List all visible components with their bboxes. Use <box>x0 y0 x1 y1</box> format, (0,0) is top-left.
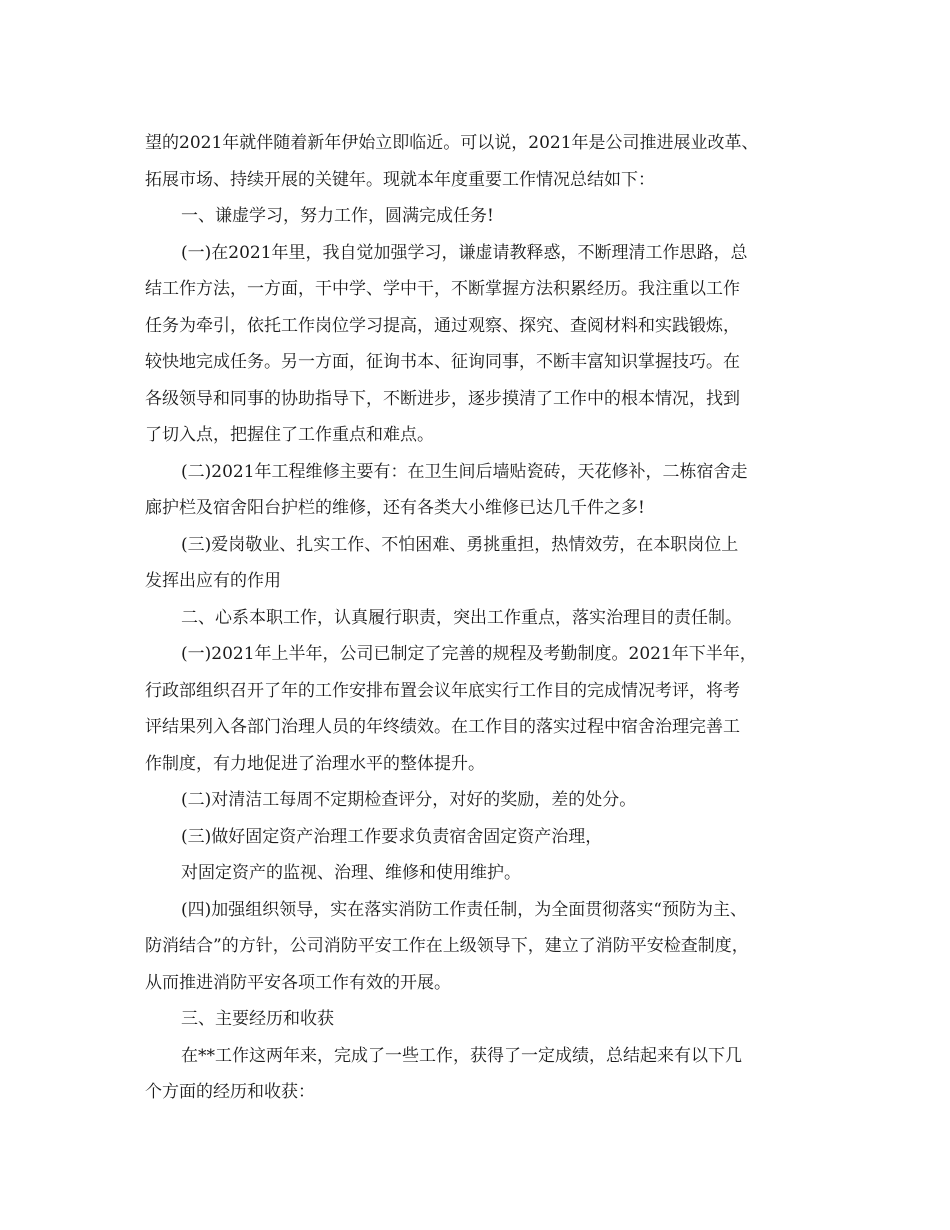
text-line: 三、主要经历和收获 <box>181 1009 334 1029</box>
text-line: (三)做好固定资产治理工作要求负责宿舍固定资产治理， <box>181 826 603 847</box>
text-line: 个方面的经历和收获： <box>145 1082 315 1102</box>
text-line: 望的2021年就伴随着新年伊始立即临近。可以说，2021年是公司推进展业改革、 <box>145 133 759 153</box>
text-line: 二、心系本职工作，认真履行职责，突出工作重点，落实治理目的责任制。 <box>181 607 742 628</box>
text-line: 各级领导和同事的协助指导下，不断进步，逐步摸清了工作中的根本情况，找到 <box>145 388 740 409</box>
text-line: 行政部组织召开了年的工作安排布置会议年底实行工作目的完成情况考评，将考 <box>145 680 740 701</box>
text-line: (一)2021年上半年，公司已制定了完善的规程及考勤制度。2021年下半年， <box>181 644 757 664</box>
text-line: 从而推进消防平安各项工作有效的开展。 <box>145 972 451 993</box>
text-line: 任务为牵引，依托工作岗位学习提高，通过观察、探究、查阅材料和实践锻炼， <box>145 315 740 336</box>
text-line: 防消结合”的方针，公司消防平安工作在上级领导下，建立了消防平安检查制度， <box>145 936 749 956</box>
text-line: 一、谦虚学习，努力工作，圆满完成任务! <box>181 206 494 226</box>
text-line: 评结果列入各部门治理人员的年终绩效。在工作目的落实过程中宿舍治理完善工 <box>145 717 740 737</box>
text-line: 较快地完成任务。另一方面，征询书本、征询同事，不断丰富知识掌握技巧。在 <box>145 352 740 372</box>
text-line: 发挥出应有的作用 <box>145 571 281 591</box>
text-line: (三)爱岗敬业、扎实工作、不怕困难、勇挑重担，热情效劳，在本职岗位上 <box>181 534 739 555</box>
text-line: 拓展市场、持续开展的关键年。现就本年度重要工作情况总结如下： <box>145 169 655 190</box>
text-line: 对固定资产的监视、治理、维修和使用维护。 <box>181 863 521 883</box>
text-line: (二)对清洁工每周不定期检查评分，对好的奖励，差的处分。 <box>181 790 637 810</box>
document-body <box>145 125 810 1111</box>
text-line: (一)在2021年里，我自觉加强学习，谦虚请教释惑，不断理清工作思路，总 <box>181 242 748 263</box>
text-line: 在**工作这两年来，完成了一些工作，获得了一定成绩，总结起来有以下几 <box>181 1045 742 1066</box>
text-line: 结工作方法，一方面，干中学、学中干，不断掌握方法积累经历。我注重以工作 <box>145 279 740 299</box>
text-line: 廊护栏及宿舍阳台护栏的维修，还有各类大小维修已达几千件之多! <box>145 498 645 518</box>
text-line: 了切入点，把握住了工作重点和难点。 <box>145 425 434 445</box>
text-line: (二)2021年工程维修主要有：在卫生间后墙贴瓷砖，天花修补，二栋宿舍走 <box>181 461 748 482</box>
text-line: (四)加强组织领导，实在落实消防工作责任制，为全面贯彻落实“预防为主、 <box>181 899 747 920</box>
text-line: 作制度，有力地促进了治理水平的整体提升。 <box>145 753 485 774</box>
